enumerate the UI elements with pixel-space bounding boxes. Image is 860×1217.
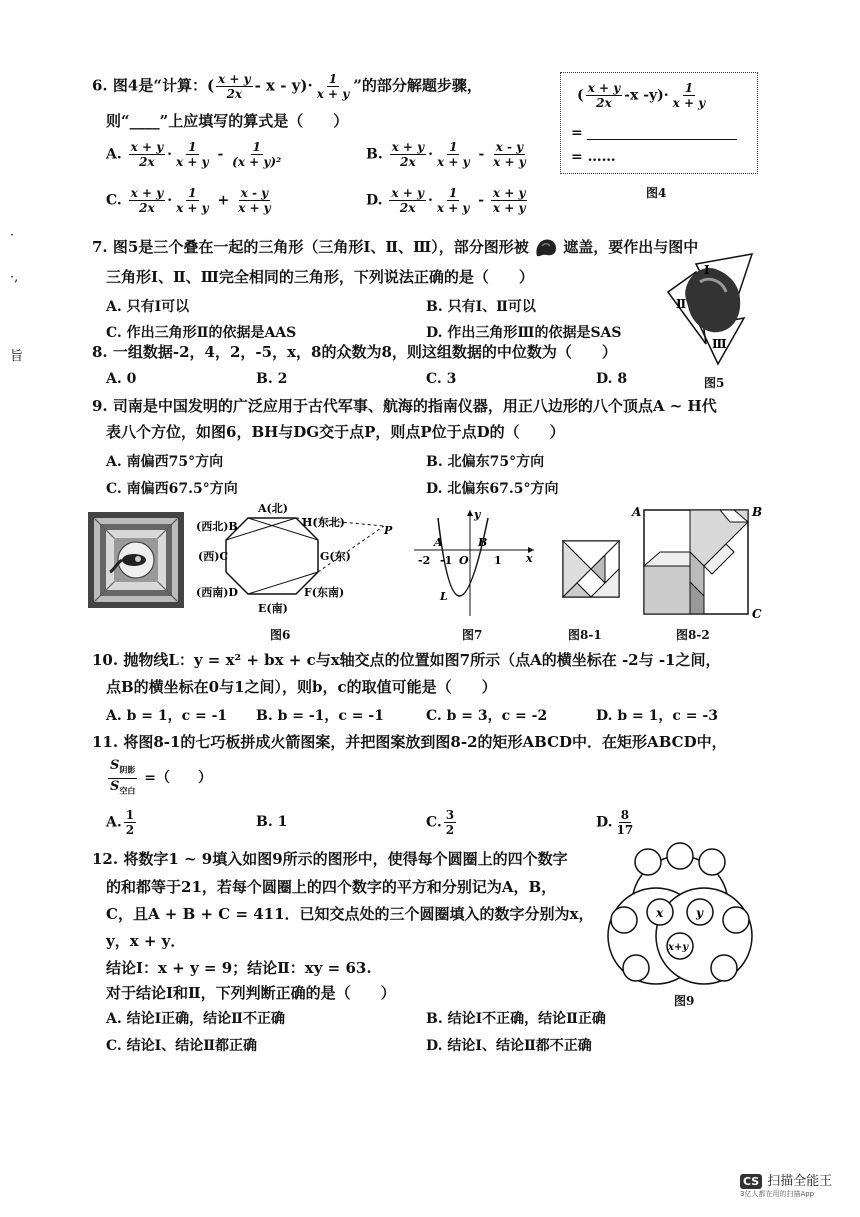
fig8-2-rocket	[630, 502, 770, 622]
q8-option-d[interactable]: D. 8	[596, 371, 628, 387]
fig8-2-label-c: C	[752, 607, 762, 621]
fig7-label-l: L	[440, 590, 448, 603]
fig5-label-i: Ⅰ	[704, 263, 710, 277]
fig4-eq2: = ……	[571, 149, 616, 165]
fig4-blank-line	[587, 139, 737, 140]
q10-option-b[interactable]: B. b = -1，c = -1	[256, 708, 384, 724]
fig6-caption: 图6	[270, 628, 291, 642]
q10-option-d[interactable]: D. b = 1，c = -3	[596, 708, 718, 724]
fig6-label-e: E(南)	[258, 602, 288, 615]
fig6-label-p: P	[384, 524, 393, 537]
fig4-caption: 图4	[646, 186, 667, 200]
q12-line6: 对于结论Ⅰ和Ⅱ，下列判断正确的是（ ）	[106, 984, 396, 1002]
fig5-caption: 图5	[704, 376, 725, 390]
fig9-circles	[598, 838, 768, 988]
q12-line1: 12. 将数字1 ~ 9填入如图9所示的图形中，使得每个圆圈上的四个数字	[92, 850, 568, 868]
q7-option-d[interactable]: D. 作出三角形Ⅲ的依据是SAS	[426, 325, 622, 341]
q12-option-c[interactable]: C. 结论Ⅰ、结论Ⅱ都正确	[106, 1038, 257, 1054]
q8-option-b[interactable]: B. 2	[256, 371, 288, 387]
fig7-tick-neg1: -1	[440, 554, 453, 567]
fig7-parabola-graph	[410, 504, 540, 620]
q12-option-b[interactable]: B. 结论Ⅰ不正确，结论Ⅱ正确	[426, 1011, 606, 1027]
q6-option-d[interactable]: D. $\frac{x + y}{2x}$ · $\frac{1}{x + y}$ - $\frac{x + y}{x + y}$	[366, 186, 526, 215]
q12-option-d[interactable]: D. 结论Ⅰ、结论Ⅱ都不正确	[426, 1038, 592, 1054]
fig4-box	[560, 72, 758, 174]
q9-option-c[interactable]: C. 南偏西67.5°方向	[106, 481, 238, 497]
q10-line2: 点B的横坐标在0与1之间），则b，c的取值可能是（ ）	[106, 678, 497, 696]
fig9-label-x: x	[656, 906, 664, 920]
fig6-label-f: F(东南)	[304, 586, 345, 599]
fig6-label-a: A(北)	[258, 502, 288, 515]
q7-line2: 三角形Ⅰ、Ⅱ、Ⅲ完全相同的三角形，下列说法正确的是（ ）	[106, 268, 534, 286]
q9-option-b[interactable]: B. 北偏东75°方向	[426, 454, 545, 470]
q7-option-c[interactable]: C. 作出三角形Ⅱ的依据是AAS	[106, 325, 297, 341]
q10-line1: 10. 抛物线L：y = x² + bx + c与x轴交点的位置如图7所示（点A的横坐标在 -2与 -1之间，	[92, 651, 721, 669]
fig7-label-o: O	[459, 554, 469, 567]
fig6-label-c: (西)C	[198, 550, 229, 563]
fig6-label-b: (西北)B	[196, 520, 238, 533]
q8-option-c[interactable]: C. 3	[426, 371, 457, 387]
fig6-label-d: (西南)D	[196, 586, 238, 599]
fig8-1-tangram	[562, 540, 620, 598]
q9-option-a[interactable]: A. 南偏西75°方向	[106, 454, 224, 470]
q7-option-a[interactable]: A. 只有Ⅰ可以	[106, 299, 190, 315]
q12-option-a[interactable]: A. 结论Ⅰ正确，结论Ⅱ不正确	[106, 1011, 285, 1027]
q11-option-d[interactable]: D. $\frac{8}{17}$	[596, 808, 634, 837]
fig6-octagon-diagram	[192, 500, 402, 620]
fig7-label-a: A	[434, 536, 443, 549]
fig5-triangles	[656, 252, 766, 372]
q9-option-d[interactable]: D. 北偏东67.5°方向	[426, 481, 559, 497]
q12-line3: C，且A + B + C = 411．已知交点处的三个圆圈填入的数字分别为x，	[106, 905, 594, 923]
fig7-tick-1: 1	[494, 554, 502, 567]
q10-option-a[interactable]: A. b = 1，c = -1	[106, 708, 228, 724]
q11-option-b[interactable]: B. 1	[256, 814, 288, 830]
fig4-expression: ( $\frac{x + y}{2x}$ -x -y)· $\frac{1}{x + y}$	[577, 81, 706, 110]
q11-line1: 11. 将图8-1的七巧板拼成火箭图案，并把图案放到图8-2的矩形ABCD中．在矩形ABCD中，	[92, 733, 727, 751]
ink-blot-icon	[534, 238, 558, 258]
q11-ratio: $\frac{S_{阴影}}{S_{空白}}$ =（ ）	[110, 758, 212, 796]
fig8-2-caption: 图8-2	[676, 628, 710, 642]
q6-option-b[interactable]: B. $\frac{x + y}{2x}$ · $\frac{1}{x + y}$ - $\frac{x - y}{x + y}$	[366, 140, 526, 169]
q12-line4: y，x + y．	[106, 932, 186, 950]
q7-line1: 7. 图5是三个叠在一起的三角形（三角形Ⅰ、Ⅱ、Ⅲ），部分图形被 遮盖，要作出与图中	[92, 238, 699, 256]
watermark-subtitle: 3亿人都在用的扫描App	[740, 1190, 815, 1198]
fig9-label-xy: x+y	[668, 942, 689, 953]
margin-mark: 旨	[10, 349, 24, 364]
fig6-label-g: G(东)	[320, 550, 351, 563]
q6-stem: 6. 图4是“计算：( $\frac{x + y}{2x}$ - x - y)· $\frac{1}{x + y}$ ”的部分解题步骤，	[92, 72, 482, 101]
fig8-2-label-b: B	[752, 505, 763, 519]
q6-option-c[interactable]: C. $\frac{x + y}{2x}$ · $\frac{1}{x + y}$ + $\frac{x - y}{x + y}$	[106, 186, 271, 215]
q9-line2: 表八个方位，如图6，BH与DG交于点P，则点P位于点D的（ ）	[106, 423, 565, 441]
fig6-label-h: H(东北)	[302, 516, 345, 529]
margin-mark: ·	[10, 228, 15, 243]
fig7-label-y: y	[474, 508, 481, 521]
q7-option-b[interactable]: B. 只有Ⅰ、Ⅱ可以	[426, 299, 536, 315]
fig9-caption: 图9	[674, 994, 695, 1008]
fig5-label-iii: Ⅲ	[712, 337, 727, 351]
sinan-compass-image	[88, 512, 184, 608]
fig7-label-x: x	[526, 552, 533, 565]
fig8-2-label-a: A	[632, 505, 642, 519]
q9-line1: 9. 司南是中国发明的广泛应用于古代军事、航海的指南仪器，用正八边形的八个顶点A ~ H代	[92, 397, 717, 415]
q8-stem: 8. 一组数据-2，4，2，-5，x，8的众数为8，则这组数据的中位数为（ ）	[92, 343, 617, 361]
watermark-title: 扫描全能王	[767, 1174, 833, 1189]
q11-option-c[interactable]: C. $\frac{3}{2}$	[426, 808, 455, 837]
q12-line2: 的和都等于21，若每个圆圈上的四个数字的平方和分别记为A，B，	[106, 878, 557, 896]
camscanner-watermark	[740, 1170, 832, 1199]
q10-option-c[interactable]: C. b = 3，c = -2	[426, 708, 548, 724]
fig8-1-caption: 图8-1	[568, 628, 602, 642]
q12-line5: 结论Ⅰ：x + y = 9；结论Ⅱ：xy = 63.	[106, 959, 372, 977]
margin-mark: ·,	[10, 270, 19, 285]
fig9-label-y: y	[696, 906, 703, 920]
camscanner-logo: CS	[740, 1174, 762, 1189]
q8-option-a[interactable]: A. 0	[106, 371, 137, 387]
fig4-eq1: =	[571, 125, 583, 141]
fig7-tick-neg2: -2	[418, 554, 431, 567]
fig7-label-b: B	[478, 536, 488, 549]
fig7-caption: 图7	[462, 628, 483, 642]
q11-option-a[interactable]: A. $\frac{1}{2}$	[106, 808, 135, 837]
q6-line2: 则“____”上应填写的算式是（ ）	[106, 112, 349, 130]
fig5-label-ii: Ⅱ	[676, 297, 687, 311]
q6-option-a[interactable]: A. $\frac{x + y}{2x}$ · $\frac{1}{x + y}$ - $\frac{1}{\text{(x + y)²}}$	[106, 140, 282, 169]
